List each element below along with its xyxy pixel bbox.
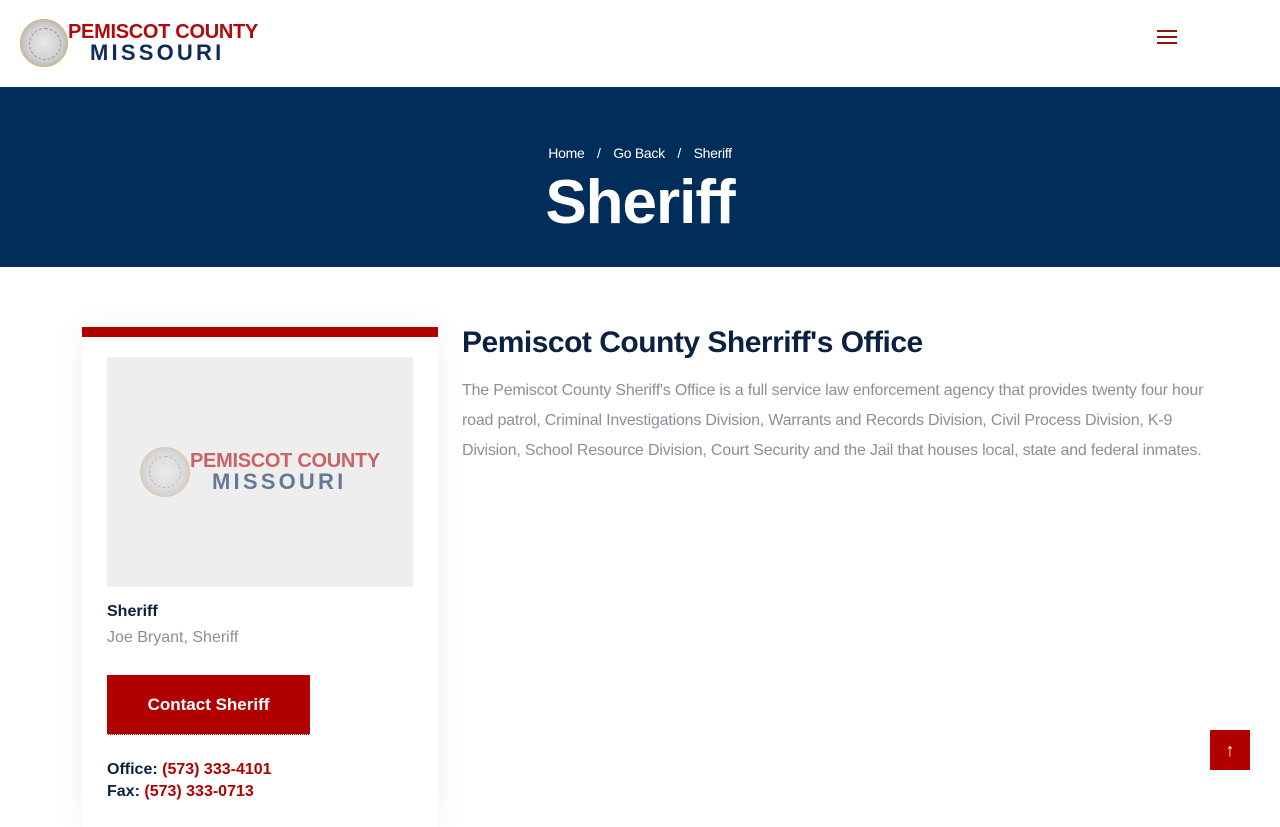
placeholder-logo	[140, 447, 380, 497]
page-title: Sheriff	[545, 168, 735, 237]
main-content	[462, 326, 1207, 466]
logo-line-county: PEMISCOT COUNTY	[68, 21, 258, 43]
office-phone-link[interactable]: (573) 333-4101	[162, 761, 272, 778]
official-photo-placeholder	[107, 357, 413, 587]
page-hero	[0, 87, 1280, 267]
logo-line-state: MISSOURI	[90, 40, 225, 65]
office-label: Office:	[107, 761, 158, 778]
fax-label: Fax:	[107, 783, 140, 800]
breadcrumb	[0, 145, 1280, 161]
logo-text	[68, 22, 258, 64]
county-seal-icon	[20, 19, 68, 67]
site-logo[interactable]	[20, 19, 258, 67]
official-card	[82, 327, 438, 827]
breadcrumb-separator: /	[597, 145, 601, 161]
official-name: Joe Bryant, Sheriff	[107, 629, 239, 646]
contact-sheriff-button[interactable]: Contact Sheriff	[107, 675, 310, 735]
section-title: Pemiscot County Sherriff's Office	[462, 326, 923, 359]
site-header	[0, 0, 1280, 87]
office-phone-line	[107, 761, 272, 779]
card-accent-bar	[82, 327, 438, 337]
placeholder-logo-state: MISSOURI	[212, 469, 347, 494]
fax-phone-link[interactable]: (573) 333-0713	[144, 783, 254, 800]
section-description: The Pemiscot County Sheriff's Office is a full service law enforcement agency that provides twenty four hour road patrol, Criminal Investigations Division, Warrants and Records Division, Civil Process Division, K-9 Division, School Resource Division, Court Security and the Jail that houses local, state and federal inmates.	[462, 382, 1204, 459]
breadcrumb-current: Sheriff	[693, 145, 732, 161]
arrow-up-icon: ↑	[1225, 739, 1235, 760]
fax-line	[107, 783, 254, 801]
hamburger-menu-icon[interactable]	[1157, 30, 1179, 46]
scroll-to-top-button[interactable]	[1210, 730, 1250, 770]
breadcrumb-separator: /	[677, 145, 681, 161]
county-seal-icon	[140, 447, 190, 497]
official-role: Sheriff	[107, 603, 158, 620]
placeholder-logo-county: PEMISCOT COUNTY	[190, 450, 380, 472]
breadcrumb-home[interactable]: Home	[548, 145, 585, 161]
breadcrumb-go-back[interactable]: Go Back	[613, 145, 665, 161]
